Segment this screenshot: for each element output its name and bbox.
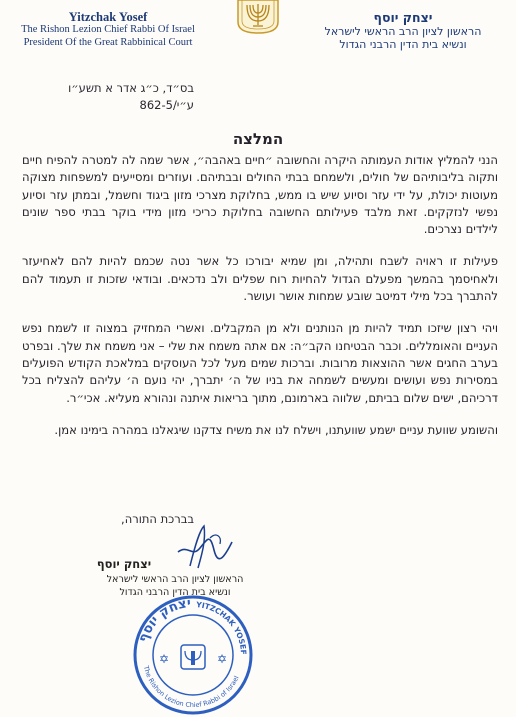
header-en-line1: The Rishon Lezion Chief Rabbi Of Israel (21, 24, 195, 35)
header-he-line1: הראשון לציון הרב הראשי לישראל (324, 25, 482, 38)
body-paragraph-1: הנני להמליץ אודות העמותה היקרה והחשובה ״חיים באהבה״, אשר שמה לה למטרה להפיח חיים ותקוה בליבותיהם של חולים, ולשמחם בבתי החולים ובבתיהם. ועוזרים ומסייעים למשפחות מצוקה מעוטות יכולת, על ידי עזר וסיוע שיש בו ממש, בחלוקת מצרכי מזון ביגוד וחשמל, ובמתן עזר וסיוע נפשי לנזקקים. זאת מלבד פעילותם החשובה בחלוקת כריכי מזון מידי בוקר בבתי ספר שונים לילדים נצרכים. (22, 153, 498, 237)
signatory-title-line1: הראשון לציון הרב הראשי לישראל (106, 574, 244, 585)
header-he-name: יצחק יוסף (373, 10, 433, 25)
svg-text:✡: ✡ (217, 652, 228, 666)
body-paragraph-4: והשומע שוועת עניים ישמע שוועתנו, וישלח לנו את משיח צדקנו שיגאלנו במהרה בימינו אמן. (54, 422, 498, 437)
header-en-name: Yitzchak Yosef (68, 10, 148, 24)
menorah-emblem-icon (228, 0, 288, 34)
svg-text:The Rishon Lezion Chief Rabbi: The Rishon Lezion Chief Rabbi of Israel (141, 664, 241, 710)
header-english (8, 10, 208, 49)
letter-date: בס״ד, כ״ג אדר א תשע״ו (68, 81, 194, 95)
header-hebrew (298, 10, 508, 51)
header-en-line2: President Of the Great Rabbinical Court (23, 36, 193, 48)
official-stamp-seal (131, 593, 255, 717)
body-paragraph-3: ויהי רצון שיזכו תמיד להיות מן הנותנים ולא מן המקבלים. ואשרי המחזיק במצוה זו לשמח נפש העניים והאומללים. וכבר הבטיחנו הקב״ה: אם אתה משמח את שלי – אני משמח את שלך. ובפרט בערב החגים אשר ההוצאות מרובות. וברכות שמים מעל לכל העוסקים במלאכת הקודש הפועלים במסירות נפש ועושים ומעשים לשמחה את בניו של ה׳ יתברך, יהי נועם ה׳ עליהם להצליח בכל דרכיהם, ישים שלום בביתם, שלווה בארמונם, מתוך בריאות איתנה ונהורא מעליא. אכי״ר. (22, 321, 498, 405)
closing-greeting: בברכת התורה, (121, 512, 194, 526)
header-he-line2: ונשיא בית הדין הרבני הגדול (339, 38, 467, 51)
date-ref-block (24, 80, 194, 114)
letter-title: המלצה (232, 130, 284, 148)
signatory-name: יצחק יוסף (96, 557, 152, 571)
letter-reference: ע״י/862-5 (139, 98, 194, 112)
signatory-title-line2: ונשיא בית הדין הרבני הגדול (119, 587, 231, 598)
body-paragraph-2: פעילות זו ראויה לשבח ותהילה, ומן שמיא יבורכו כל אשר נטה שכמם להיות להם לאחיעזר ולאחיסמך בהמשך מפעלם הגדול להחיות רוח שפלים ולב נדכאים. ובודאי שזכות זו תעמוד להם להתברך בכל מילי דמיטב שובע שמחות אושר ועושר. (22, 254, 498, 304)
svg-text:YITZCHAK YOSEF: YITZCHAK YOSEF (195, 600, 249, 655)
svg-text:✡: ✡ (159, 652, 170, 666)
letter-body (22, 152, 498, 439)
svg-text:יצחק יוסף: יצחק יוסף (135, 596, 192, 645)
